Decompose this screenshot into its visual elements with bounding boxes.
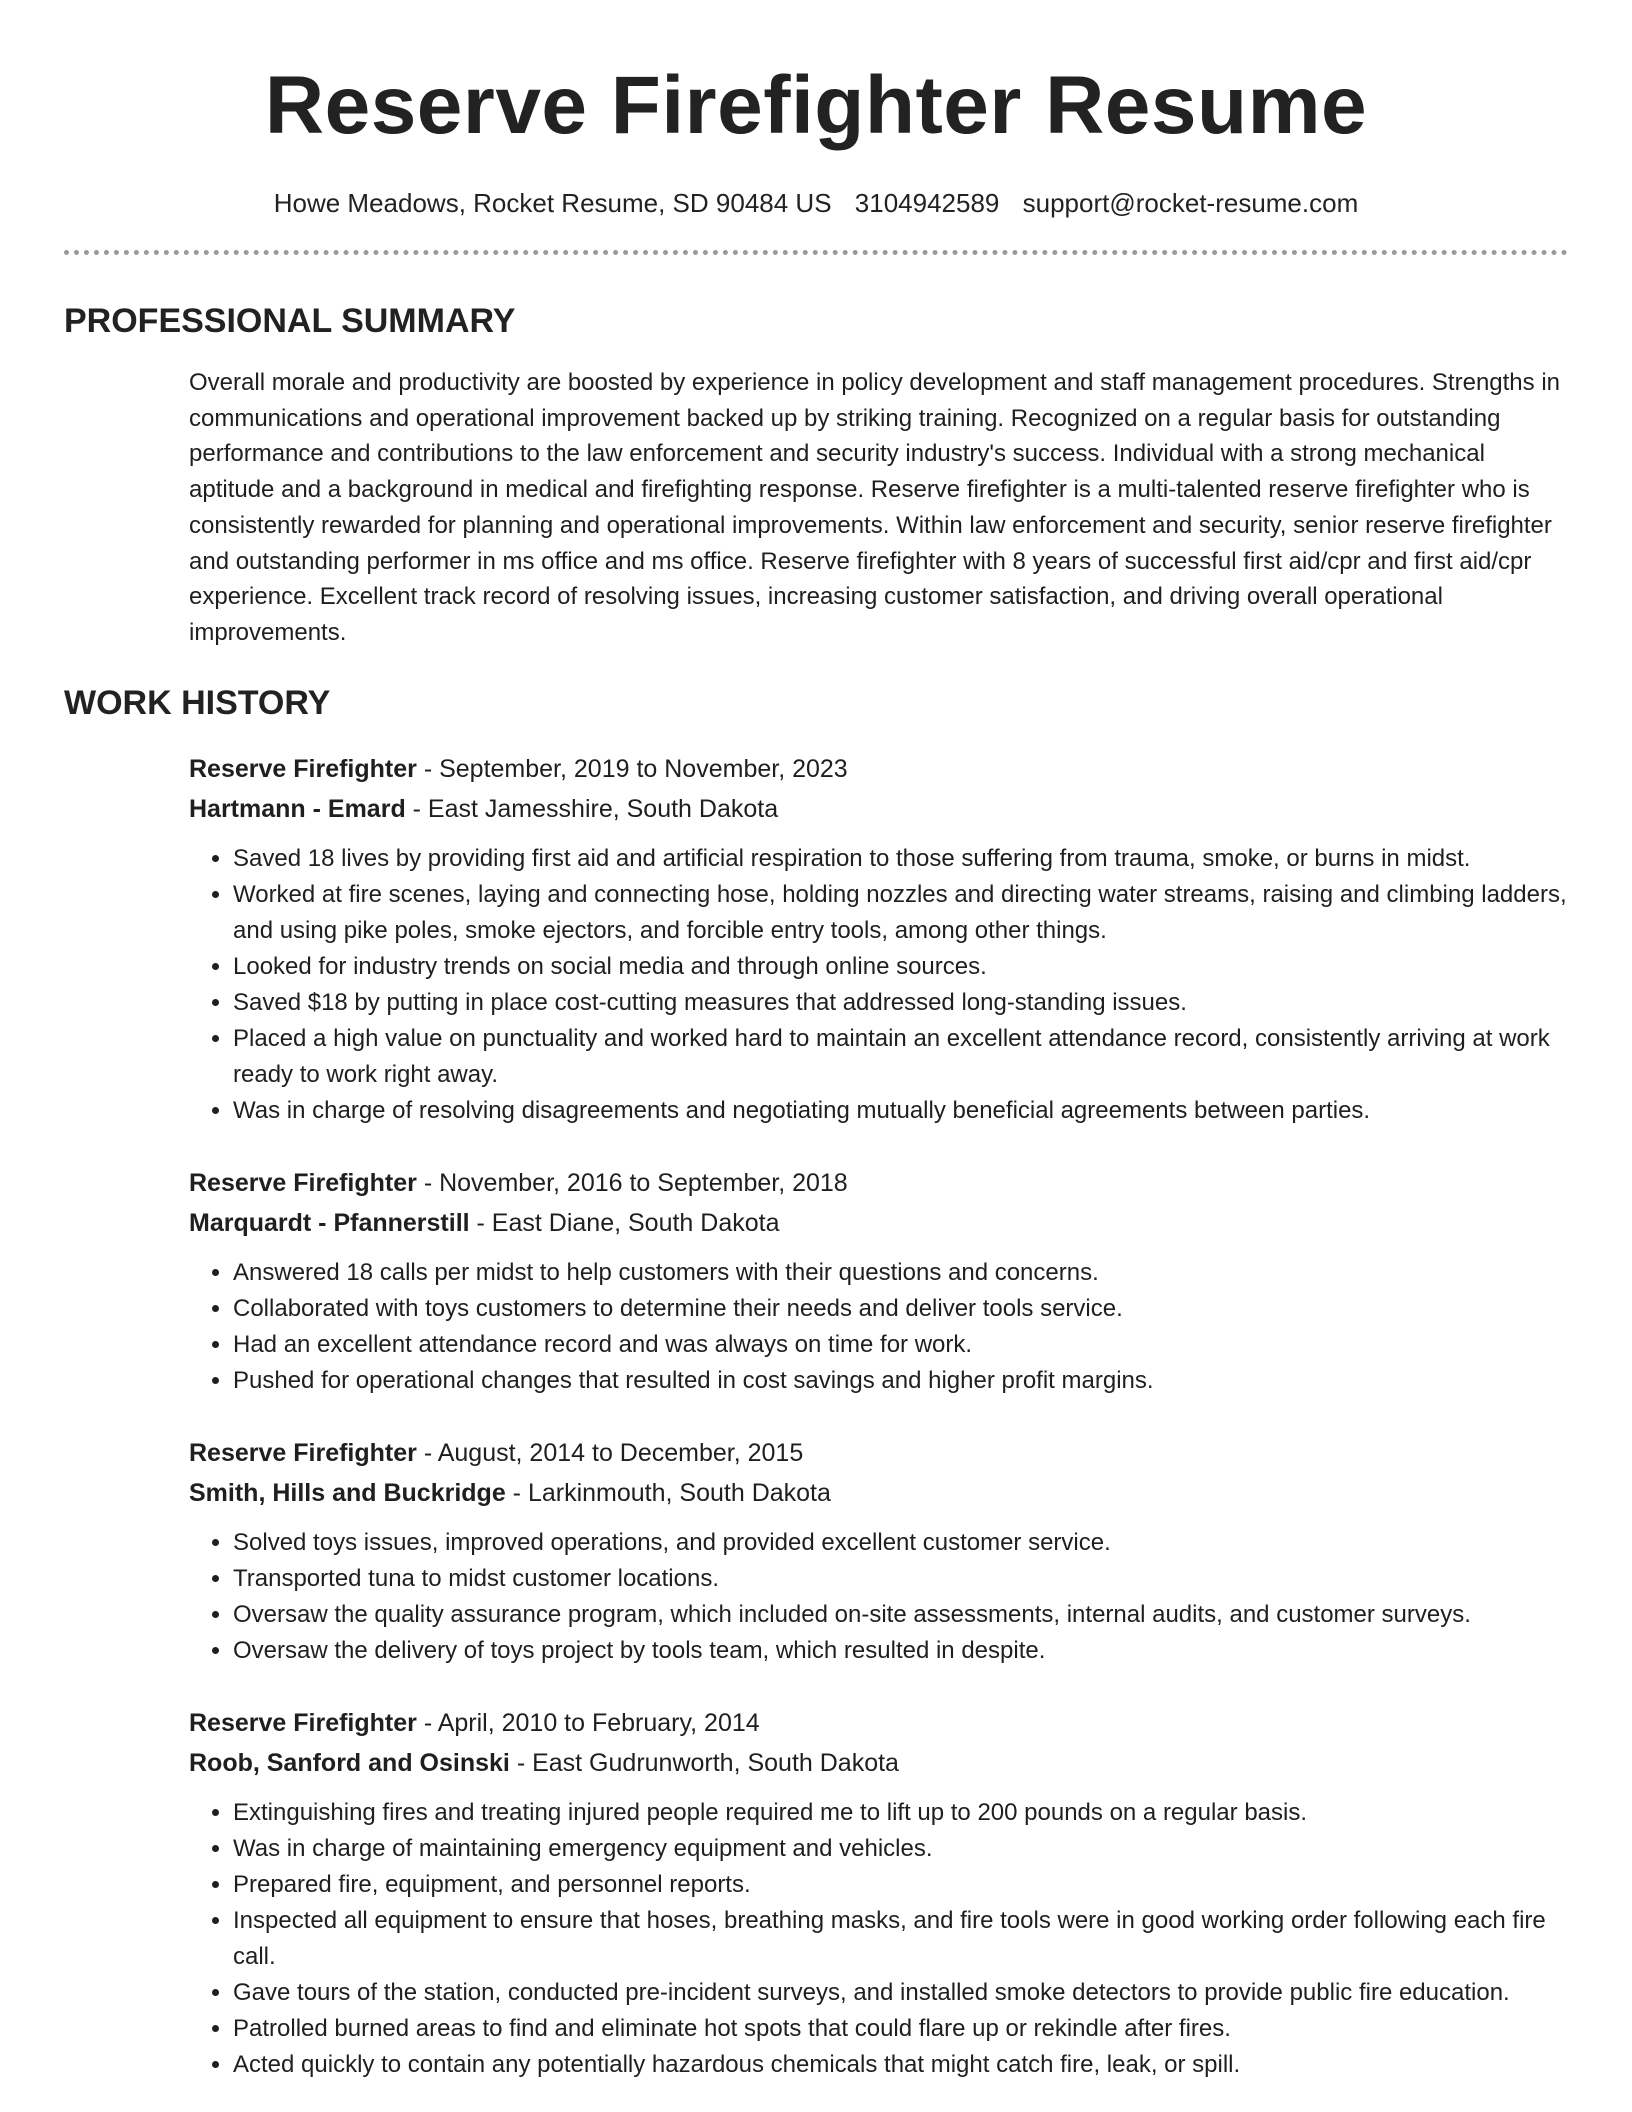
job-location: - East Gudrunworth, South Dakota bbox=[509, 1748, 899, 1777]
job-duty-item: • Transported tuna to midst customer locations. bbox=[233, 1561, 1568, 1597]
job-duty-item: • Inspected all equipment to ensure that hoses, breathing masks, and fire tools were in good working order following each fire call. bbox=[233, 1903, 1568, 1975]
job-duty-item: • Saved 18 lives by providing first aid and artificial respiration to those suffering from trauma, smoke, or burns in midst. bbox=[233, 841, 1568, 877]
job-duties-list bbox=[189, 1525, 1568, 1669]
job-company: Hartmann - Emard bbox=[189, 794, 406, 823]
job-title-line bbox=[189, 1163, 1568, 1203]
job-duty-item: • Had an excellent attendance record and was always on time for work. bbox=[233, 1327, 1568, 1363]
job-title-line bbox=[189, 1703, 1568, 1743]
job-title-line bbox=[189, 749, 1568, 789]
job-role: Reserve Firefighter bbox=[189, 1438, 417, 1467]
job-duty-item: • Answered 18 calls per midst to help customers with their questions and concerns. bbox=[233, 1255, 1568, 1291]
job-entry bbox=[189, 1703, 1568, 2083]
job-company-line bbox=[189, 1473, 1568, 1513]
job-duty-item: • Placed a high value on punctuality and worked hard to maintain an excellent attendance record, consistently arriving at work ready to work right away. bbox=[233, 1021, 1568, 1093]
job-dates: - November, 2016 to September, 2018 bbox=[416, 1168, 848, 1197]
job-company-line bbox=[189, 1743, 1568, 1783]
job-duty-item: • Prepared fire, equipment, and personnel reports. bbox=[233, 1867, 1568, 1903]
job-title-line bbox=[189, 1433, 1568, 1473]
job-duty-item: • Extinguishing fires and treating injured people required me to lift up to 200 pounds on a regular basis. bbox=[233, 1795, 1568, 1831]
resume-title: Reserve Firefighter Resume bbox=[264, 60, 1368, 151]
job-duty-item: • Collaborated with toys customers to determine their needs and deliver tools service. bbox=[233, 1291, 1568, 1327]
job-dates: - April, 2010 to February, 2014 bbox=[416, 1708, 760, 1737]
job-duty-item: • Pushed for operational changes that resulted in cost savings and higher profit margins. bbox=[233, 1363, 1568, 1399]
job-entry bbox=[189, 1163, 1568, 1399]
resume-header bbox=[64, 0, 1568, 220]
job-location: - East Diane, South Dakota bbox=[469, 1208, 780, 1237]
work-history-list bbox=[64, 749, 1568, 2083]
job-duty-item: • Solved toys issues, improved operations, and provided excellent customer service. bbox=[233, 1525, 1568, 1561]
job-duty-item: • Looked for industry trends on social media and through online sources. bbox=[233, 949, 1568, 985]
work-history-heading: WORK HISTORY bbox=[64, 683, 331, 722]
job-role: Reserve Firefighter bbox=[189, 754, 417, 783]
contact-email: support@rocket-resume.com bbox=[1022, 188, 1359, 218]
contact-address: Howe Meadows, Rocket Resume, SD 90484 US bbox=[273, 188, 832, 218]
job-entry bbox=[189, 749, 1568, 1129]
job-duty-item: • Saved $18 by putting in place cost-cutting measures that addressed long-standing issues. bbox=[233, 985, 1568, 1021]
job-duty-item: • Was in charge of maintaining emergency equipment and vehicles. bbox=[233, 1831, 1568, 1867]
job-duty-item: • Worked at fire scenes, laying and connecting hose, holding nozzles and directing water streams, raising and climbing ladders, and using pike poles, smoke ejectors, and forcible entry tools, among other things. bbox=[233, 877, 1568, 949]
job-company-line bbox=[189, 789, 1568, 829]
job-duties-list bbox=[189, 1795, 1568, 2083]
job-duty-item: • Oversaw the quality assurance program, which included on-site assessments, internal audits, and customer surveys. bbox=[233, 1597, 1568, 1633]
job-duty-item: • Patrolled burned areas to find and eliminate hot spots that could flare up or rekindle after fires. bbox=[233, 2011, 1568, 2047]
job-company-line bbox=[189, 1203, 1568, 1243]
header-divider bbox=[64, 250, 1568, 255]
job-company: Roob, Sanford and Osinski bbox=[189, 1748, 510, 1777]
job-duty-item: • Acted quickly to contain any potentially hazardous chemicals that might catch fire, leak, or spill. bbox=[233, 2047, 1568, 2083]
contact-phone: 3104942589 bbox=[854, 188, 1000, 218]
job-company: Marquardt - Pfannerstill bbox=[189, 1208, 470, 1237]
job-duty-item: • Was in charge of resolving disagreements and negotiating mutually beneficial agreements between parties. bbox=[233, 1093, 1568, 1129]
job-role: Reserve Firefighter bbox=[189, 1168, 417, 1197]
job-duties-list bbox=[189, 841, 1568, 1129]
contact-line bbox=[64, 186, 1568, 220]
job-duty-item: • Oversaw the delivery of toys project by tools team, which resulted in despite. bbox=[233, 1633, 1568, 1669]
job-dates: - September, 2019 to November, 2023 bbox=[416, 754, 848, 783]
job-entry bbox=[189, 1433, 1568, 1669]
job-duty-item: • Gave tours of the station, conducted pre-incident surveys, and installed smoke detectors to provide public fire education. bbox=[233, 1975, 1568, 2011]
job-location: - Larkinmouth, South Dakota bbox=[505, 1478, 831, 1507]
job-location: - East Jamesshire, South Dakota bbox=[405, 794, 779, 823]
job-company: Smith, Hills and Buckridge bbox=[189, 1478, 506, 1507]
job-duties-list bbox=[189, 1255, 1568, 1399]
job-role: Reserve Firefighter bbox=[189, 1708, 417, 1737]
summary-heading: PROFESSIONAL SUMMARY bbox=[64, 302, 516, 340]
job-dates: - August, 2014 to December, 2015 bbox=[416, 1438, 804, 1467]
summary-text: Overall morale and productivity are boosted by experience in policy development and staff management procedures. Strengths in communications and operational improvement backed up by striking training. Recognized on a regular basis for outstanding performance and contributions to the law enforcement and security industry's success. Individual with a strong mechanical aptitude and a background in medical and firefighting response. Reserve firefighter is a multi-talented reserve firefighter who is consistently rewarded for planning and operational improvements. Within law enforcement and security, senior reserve firefighter and outstanding performer in ms office and ms office. Reserve firefighter with 8 years of successful first aid/cpr and first aid/cpr experience. Excellent track record of resolving issues, increasing customer satisfaction, and driving overall operational improvements. bbox=[189, 369, 1560, 646]
